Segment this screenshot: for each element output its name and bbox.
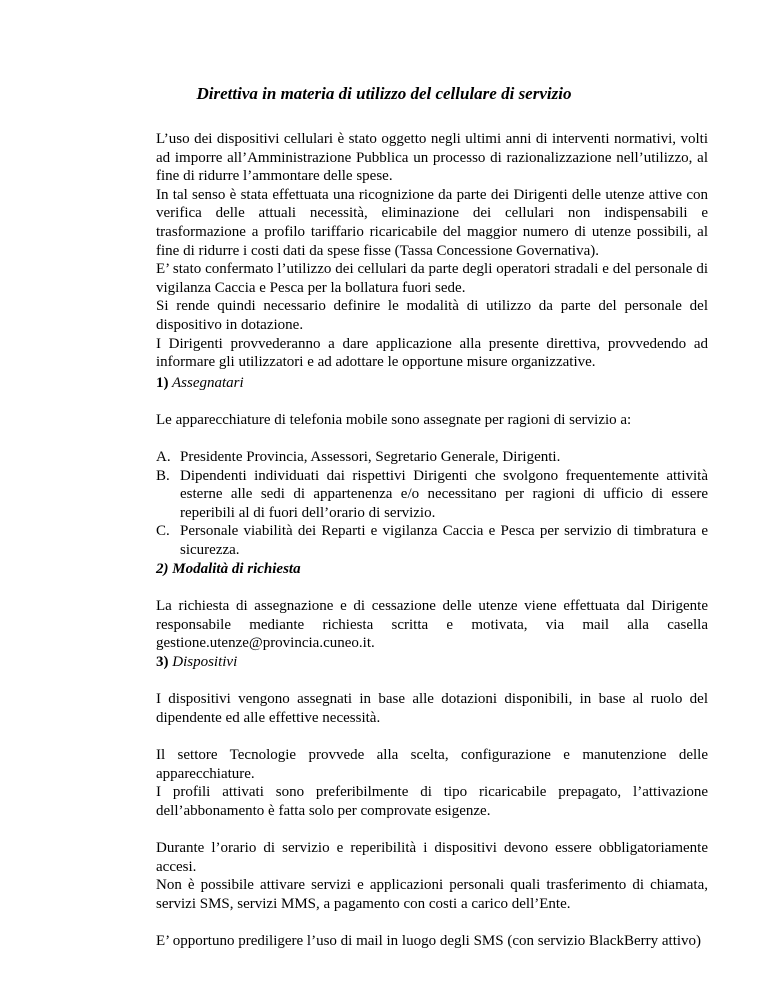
document-title: Direttiva in materia di utilizzo del cellulare di servizio [196, 84, 572, 103]
assignee-list [156, 448, 708, 560]
intro-block [156, 130, 708, 372]
section-3-paragraph: I dispositivi vengono assegnati in base alle dotazioni disponibili, in base al ruolo del dipendente ed alle effettive necessità. [156, 691, 708, 726]
section-2-text: La richiesta di assegnazione e di cessazione delle utenze viene effettuata dal Dirigente responsabile mediante richiesta scritta e motivata, via mail alla casella gestione.utenze@provincia.cuneo.it. [156, 598, 708, 652]
intro-paragraph: Si rende quindi necessario definire le modalità di utilizzo da parte del personale del dispositivo in dotazione. [156, 298, 708, 333]
list-item [156, 467, 708, 523]
section-number: 3) [156, 654, 169, 670]
section-1-lead: Le apparecchiature di telefonia mobile sono assegnate per ragioni di servizio a: [156, 412, 632, 428]
section-title: Modalità di richiesta [172, 561, 301, 577]
intro-paragraph: L’uso dei dispositivi cellulari è stato oggetto negli ultimi anni di interventi normativi, volti ad imporre all’Amministrazione Pubblica un processo di razionalizzazione nell’utilizzo, al fine di ridurre l’ammontare delle spese. [156, 131, 708, 185]
list-marker: C. [156, 523, 170, 540]
intro-paragraph: I Dirigenti provvederanno a dare applicazione alla presente direttiva, provvedendo ad informare gli utilizzatori e ad adottare le opportune misure organizzative. [156, 335, 708, 371]
list-item [156, 522, 708, 559]
section-number: 1) [156, 375, 169, 391]
list-marker: A. [156, 449, 171, 465]
section-3-paragraph: Durante l’orario di servizio e reperibilità i dispositivi devono essere obbligatoriamente accesi. [156, 840, 708, 875]
section-3-paragraph: Il settore Tecnologie provvede alla scelta, configurazione e manutenzione delle apparecchiature. [156, 747, 708, 782]
section-3-paragraph: I profili attivati sono preferibilmente di tipo ricaricabile prepagato, l’attivazione dell’abbonamento è fatta solo per comprovate esigenze. [156, 784, 708, 819]
section-title: Dispositivi [172, 654, 238, 670]
intro-paragraph: E’ stato confermato l’utilizzo dei cellulari da parte degli operatori stradali e del personale di vigilanza Caccia e Pesca per la bollatura fuori sede. [156, 261, 708, 296]
section-title: Assegnatari [171, 375, 244, 391]
section-1-heading [156, 374, 244, 393]
list-item-text: Personale viabilità dei Reparti e vigilanza Caccia e Pesca per servizio di timbratura e sicurezza. [180, 523, 708, 558]
section-3-paragraph: Non è possibile attivare servizi e applicazioni personali quali trasferimento di chiamata, servizi SMS, servizi MMS, a pagamento con costi a carico dell’Ente. [156, 877, 708, 912]
list-item [156, 448, 708, 467]
section-2-heading [156, 560, 301, 579]
section-3-heading [156, 653, 237, 672]
list-item-text: Dipendenti individuati dai rispettivi Dirigenti che svolgono frequentemente attività esterne alle sedi di appartenenza e/o necessitano per ragioni di ufficio di essere reperibili al di fuori dell’orario di servizio. [180, 467, 708, 521]
list-marker: B. [156, 467, 170, 484]
section-number: 2) [156, 561, 169, 577]
list-item-text: Presidente Provincia, Assessori, Segretario Generale, Dirigenti. [180, 449, 561, 465]
intro-paragraph: In tal senso è stata effettuata una ricognizione da parte dei Dirigenti delle utenze attive con verifica delle attuali necessità, eliminazione dei cellulari non indispensabili e trasformazione a profilo tariffario ricaricabile del maggior numero di utenze possibili, al fine di ridurre i costi dati da spese fisse (Tassa Concessione Governativa). [156, 186, 708, 259]
section-3-paragraph: E’ opportuno prediligere l’uso di mail in luogo degli SMS (con servizio BlackBerry attivo) [156, 933, 702, 949]
